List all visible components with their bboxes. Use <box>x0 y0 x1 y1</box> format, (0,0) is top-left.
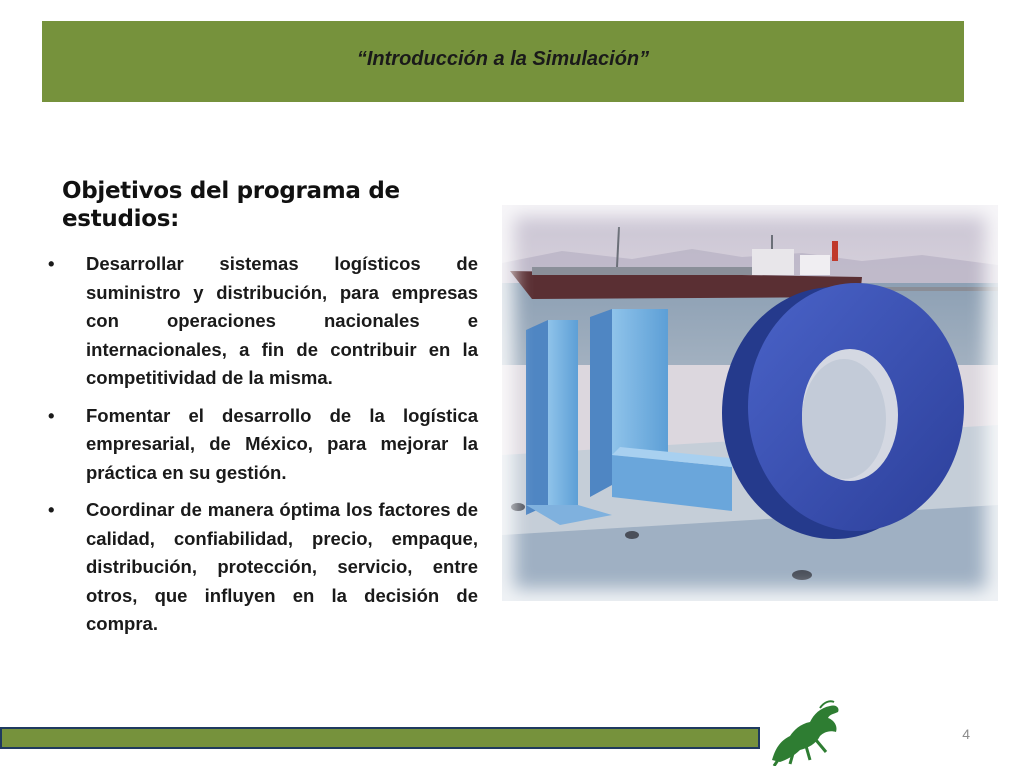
title-banner <box>42 21 964 102</box>
list-item <box>48 402 478 488</box>
objective-text: Desarrollar sistemas logísticos de suministro y distribución, para empresas con operaciones nacionales e internacionales, a fin de contribuir en la competitividad de la misma. <box>86 253 478 388</box>
page-number: 4 <box>962 726 970 742</box>
objective-text: Coordinar de manera óptima los factores de calidad, confiabilidad, precio, empaque, distribución, protección, servicio, entre otros, que influyen en la decisión de compra. <box>86 499 478 634</box>
list-item <box>48 250 478 393</box>
slide-title: “Introducción a la Simulación” <box>356 48 650 70</box>
horse-logo-icon <box>760 700 850 766</box>
bullet-icon: • <box>48 253 55 274</box>
port-photo <box>502 205 998 601</box>
section-heading: Objetivos del programa de estudios: <box>62 178 400 232</box>
footer-bar <box>0 727 760 749</box>
bullet-icon: • <box>48 404 55 426</box>
objectives-list <box>48 250 478 648</box>
port-photo-illustration <box>502 205 998 601</box>
bullet-icon: • <box>48 499 55 520</box>
objective-text: Fomentar el desarrollo de la logística empresarial, de México, para mejorar la práctica en su gestión. <box>86 404 478 483</box>
list-item <box>48 496 478 639</box>
